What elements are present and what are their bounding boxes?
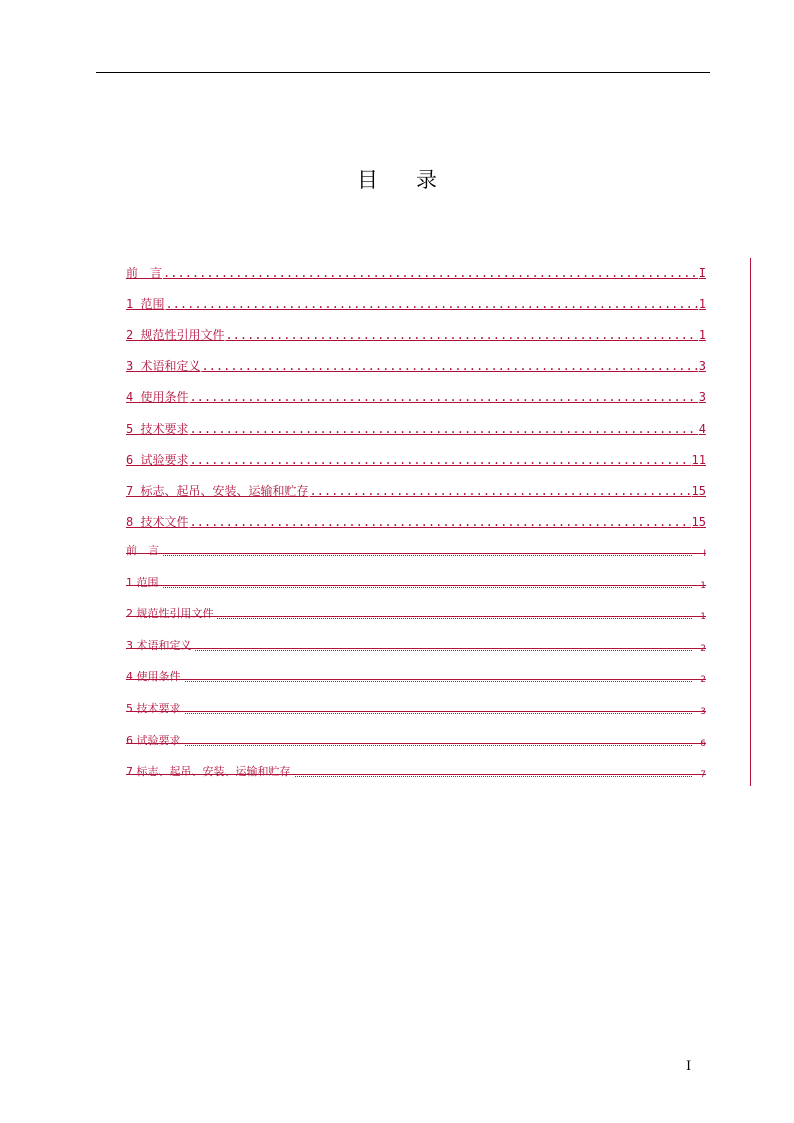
toc-entry-label: 4 使用条件: [126, 668, 184, 684]
toc-entry-marking-transport[interactable]: [126, 482, 706, 499]
strikethrough-line: [126, 743, 706, 744]
strikethrough-line: [126, 679, 706, 680]
toc-entry-label: 前 言: [126, 266, 163, 280]
deleted-toc-entry[interactable]: [126, 607, 706, 623]
deleted-toc-entry[interactable]: [126, 702, 706, 718]
toc-leader-dots: [165, 296, 697, 312]
strikethrough-line: [126, 711, 706, 712]
toc-entry-page: 3: [698, 359, 706, 373]
toc-entry-label: 8 技术文件: [126, 515, 189, 529]
toc-entry-label: 4 使用条件: [126, 390, 189, 404]
toc-entry-label: 1 范围: [126, 574, 162, 590]
page-number: I: [686, 1059, 692, 1074]
toc-entry-page: 11: [691, 453, 706, 467]
deleted-toc-entry[interactable]: [126, 765, 706, 781]
toc-leader-dots: [126, 681, 692, 682]
toc-entry-label: 7 标志、起吊、安装、运输和贮存: [126, 484, 309, 498]
header-rule: [96, 72, 710, 73]
toc-entry-label: 6 试验要求: [126, 732, 184, 748]
toc-entry-label: 6 试验要求: [126, 453, 189, 467]
toc-leader-dots: [126, 745, 692, 746]
toc-entry-normative-references[interactable]: [126, 326, 706, 343]
strikethrough-line: [126, 616, 706, 617]
toc-entry-page: 3: [700, 707, 706, 717]
toc-leader-dots: [225, 327, 697, 343]
toc-leader-dots: [126, 587, 692, 588]
toc-leader-dots: [189, 389, 697, 405]
toc-entry-conditions[interactable]: [126, 388, 706, 405]
toc-leader-dots: [201, 358, 697, 374]
toc-leader-dots: [126, 555, 692, 556]
strikethrough-line: [126, 774, 706, 775]
toc-entry-label: 3 术语和定义: [126, 359, 201, 373]
toc-leader-dots: [126, 650, 692, 651]
toc-leader-dots: [126, 713, 692, 714]
toc-entry-label: 2 规范性引用文件: [126, 605, 217, 621]
deleted-toc-entry[interactable]: [126, 576, 706, 592]
toc-entry-label: 5 技术要求: [126, 422, 189, 436]
strikethrough-line: [126, 648, 706, 649]
toc-entry-label: 5 技术要求: [126, 700, 184, 716]
toc-entry-label: 1 范围: [126, 297, 165, 311]
title-char-2: 录: [416, 168, 437, 192]
toc-entry-terms[interactable]: [126, 357, 706, 374]
toc-entry-page: 1: [698, 297, 706, 311]
deleted-toc-entry[interactable]: [126, 544, 706, 560]
toc-entry-page: 15: [691, 515, 706, 529]
toc-leader-dots: [189, 514, 690, 530]
strikethrough-line: [126, 553, 706, 554]
toc-leader-dots: [163, 265, 698, 281]
title-char-1: 目: [357, 168, 378, 192]
toc-entry-page: 3: [698, 390, 706, 404]
toc-leader-dots: [189, 452, 690, 468]
toc-leader-dots: [309, 483, 690, 499]
toc-entry-page: I: [703, 549, 706, 559]
toc-entry-page: 1: [700, 612, 706, 622]
toc-leader-dots: [189, 421, 697, 437]
toc-entry-page: I: [698, 266, 706, 280]
deleted-toc-entry[interactable]: [126, 639, 706, 655]
strikethrough-line: [126, 585, 706, 586]
toc-entry-label: 7 标志、起吊、安装、运输和贮存: [126, 763, 294, 779]
revision-change-bar: [750, 258, 751, 786]
toc-entry-page: 4: [698, 422, 706, 436]
page-title: [0, 164, 794, 194]
toc-entry-page: 15: [691, 484, 706, 498]
toc-entry-foreword[interactable]: [126, 264, 706, 281]
toc-entry-page: 1: [700, 581, 706, 591]
toc-entry-page: 1: [698, 328, 706, 342]
toc-entry-page: 7: [700, 770, 706, 780]
toc-entry-label: 3 术语和定义: [126, 637, 195, 653]
toc-entry-label: 前 言: [126, 542, 162, 558]
toc-entry-test-requirements[interactable]: [126, 451, 706, 468]
deleted-toc-entry[interactable]: [126, 670, 706, 686]
toc-entry-page: 6: [700, 739, 706, 749]
deleted-toc-entry[interactable]: [126, 734, 706, 750]
toc-entry-scope[interactable]: [126, 295, 706, 312]
toc-entry-technical-documents[interactable]: [126, 513, 706, 530]
toc-entry-technical-requirements[interactable]: [126, 420, 706, 437]
toc-entry-page: 2: [700, 644, 706, 654]
toc-entry-page: 2: [700, 675, 706, 685]
toc-entry-label: 2 规范性引用文件: [126, 328, 225, 342]
